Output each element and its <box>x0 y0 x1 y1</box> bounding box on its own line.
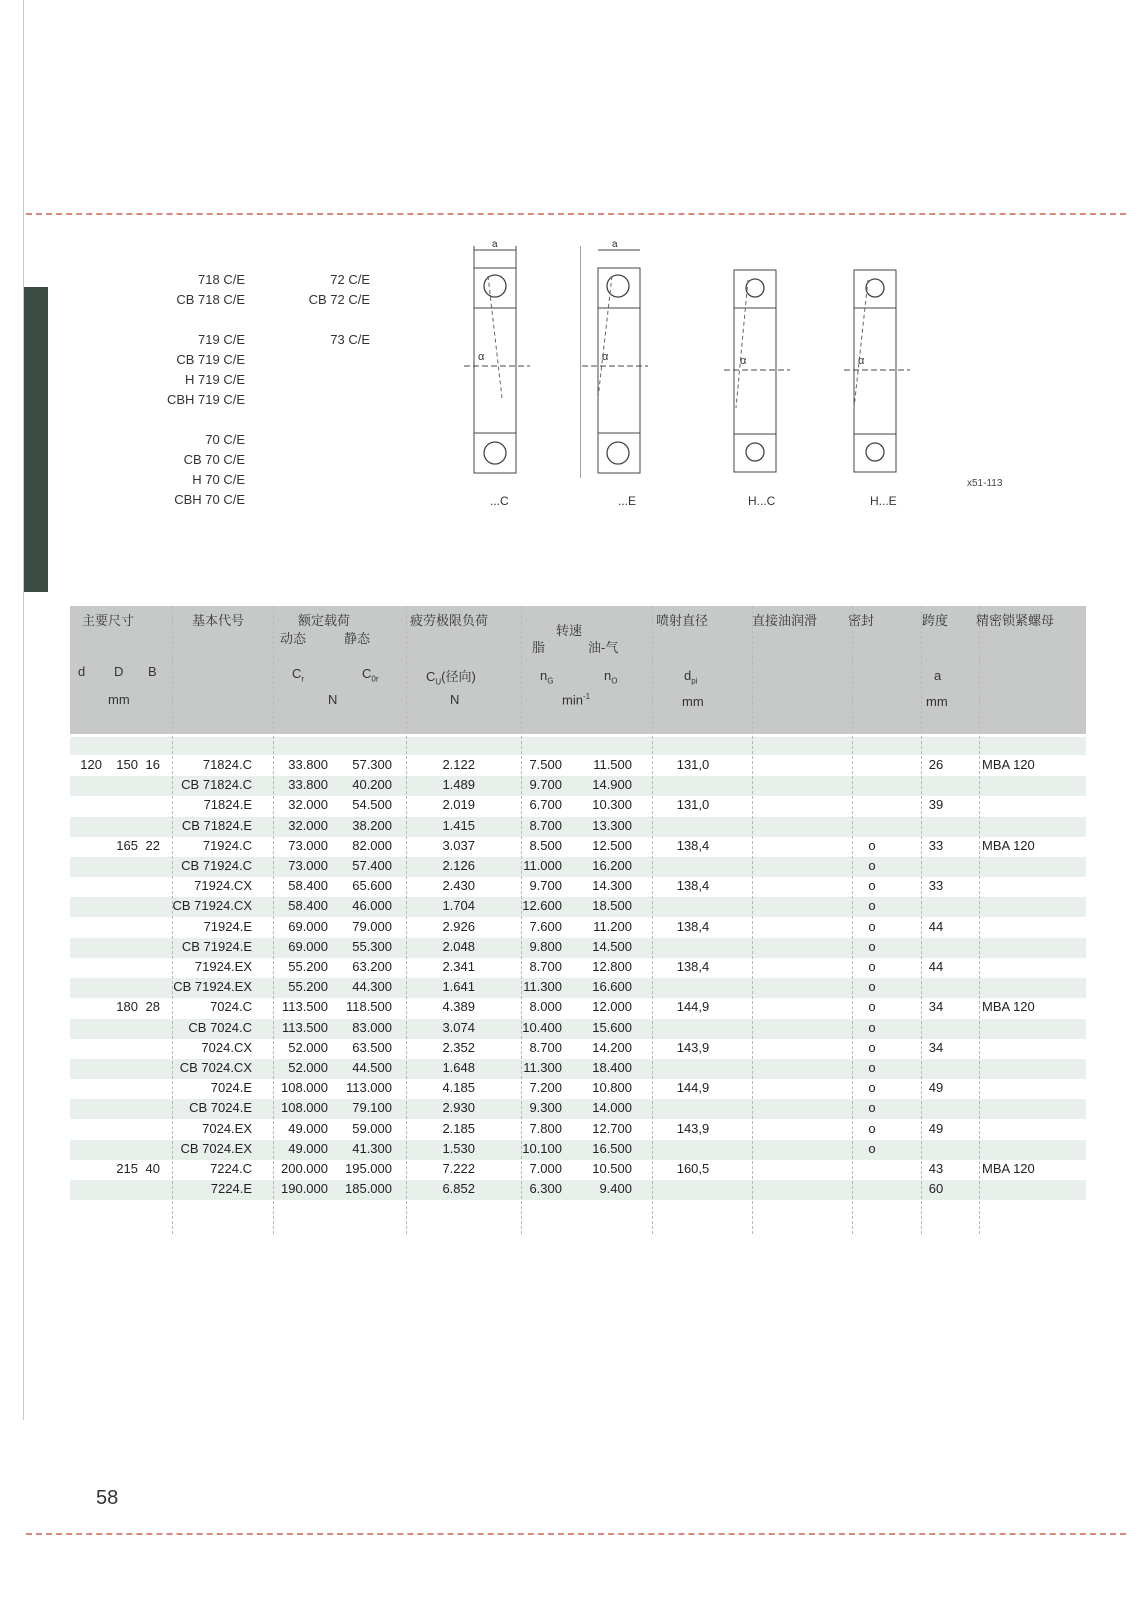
cell-no: 10.800 <box>592 1080 632 1096</box>
cell-dpi: 143,9 <box>676 1120 710 1136</box>
table-header <box>70 606 1086 734</box>
header-no: $n_O$ <box>604 668 618 686</box>
cell-no: 14.900 <box>592 777 632 793</box>
cell-cu: 4.389 <box>442 999 475 1015</box>
cell-a: 49 <box>928 1080 944 1096</box>
cell-cr: 32.000 <box>288 817 328 833</box>
cell-a: 34 <box>928 999 944 1015</box>
header-speed: 转速 <box>556 623 583 638</box>
series-list-right <box>300 270 370 350</box>
cell-c0r: 44.300 <box>352 979 392 995</box>
cell-cu: 1.648 <box>442 1060 475 1075</box>
table-row <box>70 756 1086 776</box>
cell-cu: 7.222 <box>442 1161 475 1176</box>
cell-dpi: 138,4 <box>676 918 710 934</box>
series-list-left <box>150 270 245 510</box>
cell-code: 71924.E <box>203 918 252 934</box>
cell-nut: MBA 120 <box>982 999 1035 1015</box>
table-row <box>70 998 1086 1018</box>
cell-ng: 6.300 <box>529 1181 562 1197</box>
column-separator <box>406 606 407 1234</box>
cell-cu: 2.126 <box>442 858 475 873</box>
column-separator <box>273 606 274 1234</box>
alpha-label: α <box>478 351 485 363</box>
cell-seal: o <box>868 1140 876 1156</box>
cell-code: 7024.E <box>210 1080 252 1096</box>
dim-a-label: a <box>492 239 498 250</box>
cell-cr: 52.000 <box>288 1060 328 1075</box>
cell-cr: 33.800 <box>288 757 328 772</box>
cell-dpi: 144,9 <box>676 1080 710 1096</box>
cell-seal: o <box>868 1100 876 1116</box>
table-row <box>70 796 1086 816</box>
table-row <box>70 1079 1086 1099</box>
table-row <box>70 1039 1086 1059</box>
cell-no: 11.200 <box>593 918 632 934</box>
column-separator <box>521 606 522 1234</box>
cell-ng: 8.700 <box>529 959 562 974</box>
cell-dpi: 131,0 <box>676 797 710 813</box>
column-separator <box>652 606 653 1234</box>
column-separator <box>172 606 173 1234</box>
series-left-item: 70 C/E <box>205 432 245 447</box>
cell-c0r: 195.000 <box>345 1161 392 1176</box>
figure-reference: x51-113 <box>967 478 1003 489</box>
cell-ng: 10.100 <box>522 1140 562 1156</box>
cell-seal: o <box>868 999 876 1015</box>
cell-a: 33 <box>928 837 944 853</box>
cell-cu: 2.430 <box>442 878 475 894</box>
cell-c0r: 44.500 <box>352 1060 392 1075</box>
cell-no: 14.300 <box>592 878 632 894</box>
header-basic-code: 基本代号 <box>192 613 245 628</box>
series-left-item: CBH 70 C/E <box>174 492 245 507</box>
cell-c0r: 57.300 <box>352 757 392 772</box>
header-main-dims: 主要尺寸 <box>82 613 135 628</box>
cell-cr: 69.000 <box>288 918 328 934</box>
cell-code: CB 71824.E <box>181 817 252 833</box>
header-grease: 脂 <box>532 640 546 655</box>
header-ng: $n_G$ <box>540 668 554 686</box>
alpha-label: α <box>740 355 747 367</box>
cell-cu: 2.122 <box>442 757 475 772</box>
cell-c0r: 65.600 <box>352 878 392 894</box>
series-gap <box>300 310 370 330</box>
cell-ng: 8.700 <box>529 817 562 833</box>
cell-ng: 9.700 <box>529 777 562 793</box>
cell-code: CB 71924.E <box>181 938 252 954</box>
cell-cu: 2.352 <box>442 1039 475 1055</box>
cell-a: 33 <box>928 878 944 894</box>
table-row <box>70 918 1086 938</box>
cell-code: 71924.C <box>202 837 252 853</box>
figure-label-he: H...E <box>870 494 897 508</box>
cell-nut: MBA 120 <box>982 1161 1035 1176</box>
cell-ng: 7.200 <box>529 1080 562 1096</box>
cell-cu: 1.415 <box>442 817 475 833</box>
column-separator <box>921 606 922 1234</box>
cell-c0r: 63.200 <box>352 959 392 974</box>
cell-a: 44 <box>928 918 944 934</box>
table-row <box>70 1160 1086 1180</box>
cell-no: 16.600 <box>592 979 632 995</box>
cell-c0r: 54.500 <box>352 797 392 813</box>
cell-cu: 3.037 <box>442 837 475 853</box>
table-row <box>70 1140 1086 1160</box>
header-rated-load: 额定载荷 <box>298 613 351 628</box>
cell-dpi: 144,9 <box>676 999 710 1015</box>
header-span: 跨度 <box>922 613 949 628</box>
cell-ng: 6.700 <box>529 797 562 813</box>
cell-B: 40 <box>145 1161 160 1176</box>
cell-cr: 108.000 <box>281 1080 328 1096</box>
cell-seal: o <box>868 1120 876 1136</box>
bearing-figure-he <box>842 238 912 488</box>
cell-c0r: 185.000 <box>345 1181 392 1197</box>
cell-seal: o <box>868 979 876 995</box>
cell-cu: 1.530 <box>442 1140 475 1156</box>
cell-cr: 49.000 <box>288 1120 328 1136</box>
header-d: d <box>78 664 86 679</box>
cell-seal: o <box>868 938 876 954</box>
cell-ng: 9.300 <box>529 1100 562 1116</box>
cell-code: CB 71924.CX <box>172 898 252 914</box>
cell-cr: 69.000 <box>288 938 328 954</box>
cell-a: 44 <box>928 959 944 974</box>
cell-cr: 55.200 <box>288 959 328 974</box>
cell-dpi: 138,4 <box>676 837 710 853</box>
cell-a: 34 <box>928 1039 944 1055</box>
cell-code: CB 71924.EX <box>173 979 252 995</box>
cell-ng: 11.300 <box>523 1060 562 1075</box>
cell-ng: 7.000 <box>529 1161 562 1176</box>
cell-no: 15.600 <box>592 1019 632 1035</box>
header-dpi: $d_{pi}$ <box>684 668 698 686</box>
cell-seal: o <box>868 1060 876 1075</box>
cell-seal: o <box>868 858 876 873</box>
column-separator <box>979 606 980 1234</box>
cell-no: 12.500 <box>592 837 632 853</box>
cell-no: 14.200 <box>592 1039 632 1055</box>
cell-cr: 32.000 <box>288 797 328 813</box>
cell-cr: 33.800 <box>288 777 328 793</box>
cell-seal: o <box>868 1019 876 1035</box>
table-row <box>70 1059 1086 1079</box>
cell-cr: 108.000 <box>281 1100 328 1116</box>
header-spray-dia: 喷射直径 <box>656 613 709 628</box>
cell-a: 39 <box>928 797 944 813</box>
cell-c0r: 79.100 <box>352 1100 392 1116</box>
figure-label-hc: H...C <box>748 494 776 508</box>
cell-nut: MBA 120 <box>982 837 1035 853</box>
table-row <box>70 938 1086 958</box>
cell-seal: o <box>868 878 876 894</box>
cell-ng: 7.800 <box>529 1120 562 1136</box>
cell-D: 215 <box>116 1161 138 1176</box>
cell-seal: o <box>868 959 876 974</box>
figure-label-c: ...C <box>490 494 509 508</box>
sidebar-tab <box>24 287 48 592</box>
cell-ng: 11.300 <box>523 979 562 995</box>
series-left-item: CB 719 C/E <box>176 352 245 367</box>
cell-a: 60 <box>928 1181 944 1197</box>
cell-dpi: 131,0 <box>676 757 710 772</box>
cell-code: 71924.EX <box>194 959 252 974</box>
cell-a: 43 <box>928 1161 944 1176</box>
header-oil-air: 油-气 <box>588 640 619 655</box>
cell-B: 22 <box>145 837 160 853</box>
cell-code: CB 71924.C <box>181 858 252 873</box>
table-row <box>70 776 1086 796</box>
header-dynamic: 动态 <box>280 631 307 646</box>
series-right-item: 72 C/E <box>330 272 370 287</box>
table-row <box>70 897 1086 917</box>
cell-code: 71924.CX <box>194 878 252 894</box>
table-row <box>70 1180 1086 1200</box>
page-number: 58 <box>96 1487 119 1509</box>
cell-c0r: 57.400 <box>352 858 392 873</box>
cell-cr: 200.000 <box>281 1161 328 1176</box>
cell-no: 10.300 <box>592 797 632 813</box>
cell-c0r: 79.000 <box>352 918 392 934</box>
cell-ng: 8.700 <box>529 1039 562 1055</box>
alpha-label: α <box>858 355 865 367</box>
header-direct-oil: 直接油润滑 <box>752 613 818 628</box>
alpha-label: α <box>602 351 609 363</box>
dim-a-label: a <box>612 239 618 250</box>
cell-cu: 2.019 <box>442 797 475 813</box>
unit-n-fatigue: N <box>450 692 460 707</box>
table-row <box>70 958 1086 978</box>
cell-code: 7224.E <box>210 1181 252 1197</box>
cell-no: 12.800 <box>592 959 632 974</box>
cell-no: 13.300 <box>592 817 632 833</box>
cell-seal: o <box>868 1080 876 1096</box>
cell-seal: o <box>868 918 876 934</box>
header-spacer-band <box>70 737 1086 755</box>
cell-ng: 7.600 <box>529 918 562 934</box>
bearing-figure-hc <box>722 238 792 488</box>
top-dashed-rule <box>26 213 1126 215</box>
cell-dpi: 138,4 <box>676 878 710 894</box>
cell-cu: 3.074 <box>442 1019 475 1035</box>
cell-code: CB 71824.C <box>181 777 252 793</box>
bottom-dashed-rule <box>26 1533 1126 1535</box>
cell-no: 9.400 <box>599 1181 632 1197</box>
cell-no: 12.700 <box>592 1120 632 1136</box>
page-edge-line <box>23 0 24 1420</box>
series-left-item: 719 C/E <box>198 332 245 347</box>
table-row <box>70 837 1086 857</box>
unit-min: $\min^{-1}$ <box>562 692 591 708</box>
cell-cr: 49.000 <box>288 1140 328 1156</box>
cell-seal: o <box>868 898 876 914</box>
cell-c0r: 41.300 <box>352 1140 392 1156</box>
cell-cu: 4.185 <box>442 1080 475 1096</box>
column-separator <box>752 606 753 1234</box>
cell-B: 28 <box>145 999 160 1015</box>
cell-a: 49 <box>928 1120 944 1136</box>
cell-ng: 12.600 <box>522 898 562 914</box>
cell-dpi: 143,9 <box>676 1039 710 1055</box>
cell-code: 7024.CX <box>201 1039 252 1055</box>
header-c0r: $C_{0r}$ <box>362 666 379 684</box>
unit-mm-dpi: mm <box>682 694 704 709</box>
series-right-item: CB 72 C/E <box>308 292 370 307</box>
table-row <box>70 877 1086 897</box>
header-nut: 精密锁紧螺母 <box>976 613 1055 628</box>
figure-label-e: ...E <box>618 494 637 508</box>
cell-code: CB 7024.E <box>189 1100 252 1116</box>
cell-cr: 73.000 <box>288 858 328 873</box>
cell-c0r: 59.000 <box>352 1120 392 1136</box>
series-left-item: CBH 719 C/E <box>166 392 245 407</box>
cell-code: 7024.EX <box>202 1120 252 1136</box>
cell-no: 11.500 <box>593 757 632 772</box>
header-cr: $C_r$ <box>292 666 305 684</box>
cell-c0r: 40.200 <box>352 777 392 793</box>
cell-cu: 1.704 <box>442 898 475 914</box>
series-gap <box>150 310 245 330</box>
cell-no: 14.500 <box>592 938 632 954</box>
cell-c0r: 63.500 <box>352 1039 392 1055</box>
cell-cu: 2.341 <box>442 959 475 974</box>
cell-cr: 52.000 <box>288 1039 328 1055</box>
cell-c0r: 83.000 <box>352 1019 392 1035</box>
cell-nut: MBA 120 <box>982 757 1035 772</box>
cell-ng: 9.700 <box>529 878 562 894</box>
cell-c0r: 113.000 <box>345 1080 392 1096</box>
cell-ng: 10.400 <box>522 1019 562 1035</box>
cell-code: CB 7024.C <box>188 1019 252 1035</box>
header-fatigue: 疲劳极限负荷 <box>410 613 489 628</box>
header-B: B <box>148 664 157 679</box>
cell-code: CB 7024.CX <box>179 1060 252 1075</box>
cell-B: 16 <box>145 757 160 772</box>
cell-dpi: 138,4 <box>676 959 710 974</box>
unit-mm-span: mm <box>926 694 948 709</box>
cell-c0r: 82.000 <box>352 837 392 853</box>
cell-c0r: 46.000 <box>352 898 392 914</box>
cell-cr: 55.200 <box>288 979 328 995</box>
header-D: D <box>114 664 124 679</box>
table-row <box>70 1120 1086 1140</box>
cell-ng: 7.500 <box>529 757 562 772</box>
cell-D: 180 <box>116 999 138 1015</box>
cell-a: 26 <box>928 757 944 772</box>
cell-no: 16.200 <box>592 858 632 873</box>
cell-no: 18.400 <box>592 1060 632 1075</box>
cell-no: 16.500 <box>592 1140 632 1156</box>
series-gap <box>150 410 245 430</box>
cell-no: 12.000 <box>592 999 632 1015</box>
header-seal: 密封 <box>848 613 875 628</box>
series-left-item: H 70 C/E <box>192 472 245 487</box>
cell-no: 18.500 <box>592 898 632 914</box>
cell-cr: 113.500 <box>281 999 328 1015</box>
header-cu: $C_U$(径向) <box>426 669 476 687</box>
unit-mm-dims: mm <box>108 692 130 707</box>
table-row <box>70 1019 1086 1039</box>
series-right-item: 73 C/E <box>330 332 370 347</box>
cell-cu: 1.641 <box>442 979 475 995</box>
cell-cr: 73.000 <box>288 837 328 853</box>
cell-cu: 1.489 <box>442 777 475 793</box>
cell-c0r: 38.200 <box>352 817 392 833</box>
table-row <box>70 1099 1086 1119</box>
cell-cu: 6.852 <box>442 1181 475 1197</box>
table-row <box>70 978 1086 998</box>
header-a: a <box>934 668 942 683</box>
cell-ng: 8.000 <box>529 999 562 1015</box>
cell-cr: 58.400 <box>288 878 328 894</box>
cell-D: 150 <box>116 757 138 772</box>
cell-no: 10.500 <box>592 1161 632 1176</box>
series-left-item: H 719 C/E <box>185 372 245 387</box>
table-row <box>70 857 1086 877</box>
cell-cu: 2.185 <box>442 1120 475 1136</box>
cell-cu: 2.926 <box>442 918 475 934</box>
column-separator <box>852 606 853 1234</box>
cell-no: 14.000 <box>592 1100 632 1116</box>
cell-c0r: 55.300 <box>352 938 392 954</box>
cell-code: 7224.C <box>210 1161 252 1176</box>
header-static: 静态 <box>344 631 371 646</box>
cell-d: 120 <box>80 757 102 772</box>
cell-ng: 8.500 <box>529 837 562 853</box>
cell-code: 71824.C <box>202 757 252 772</box>
unit-n-load: N <box>328 692 338 707</box>
series-left-item: 718 C/E <box>198 272 245 287</box>
cell-cu: 2.048 <box>442 938 475 954</box>
cell-cr: 190.000 <box>281 1181 328 1197</box>
table-row <box>70 817 1086 837</box>
cell-ng: 9.800 <box>529 938 562 954</box>
bearing-figure-e <box>580 238 650 488</box>
cell-D: 165 <box>116 837 138 853</box>
cell-c0r: 118.500 <box>345 999 392 1015</box>
cell-cr: 113.500 <box>281 1019 328 1035</box>
cell-cu: 2.930 <box>442 1100 475 1116</box>
cell-ng: 11.000 <box>523 858 562 873</box>
cell-code: CB 7024.EX <box>180 1140 252 1156</box>
cell-code: 71824.E <box>203 797 252 813</box>
cell-code: 7024.C <box>210 999 252 1015</box>
cell-seal: o <box>868 1039 876 1055</box>
bearing-figure-c <box>462 238 532 488</box>
cell-seal: o <box>868 837 876 853</box>
cell-cr: 58.400 <box>288 898 328 914</box>
series-left-item: CB 718 C/E <box>176 292 245 307</box>
series-left-item: CB 70 C/E <box>183 452 245 467</box>
cell-dpi: 160,5 <box>676 1161 710 1176</box>
